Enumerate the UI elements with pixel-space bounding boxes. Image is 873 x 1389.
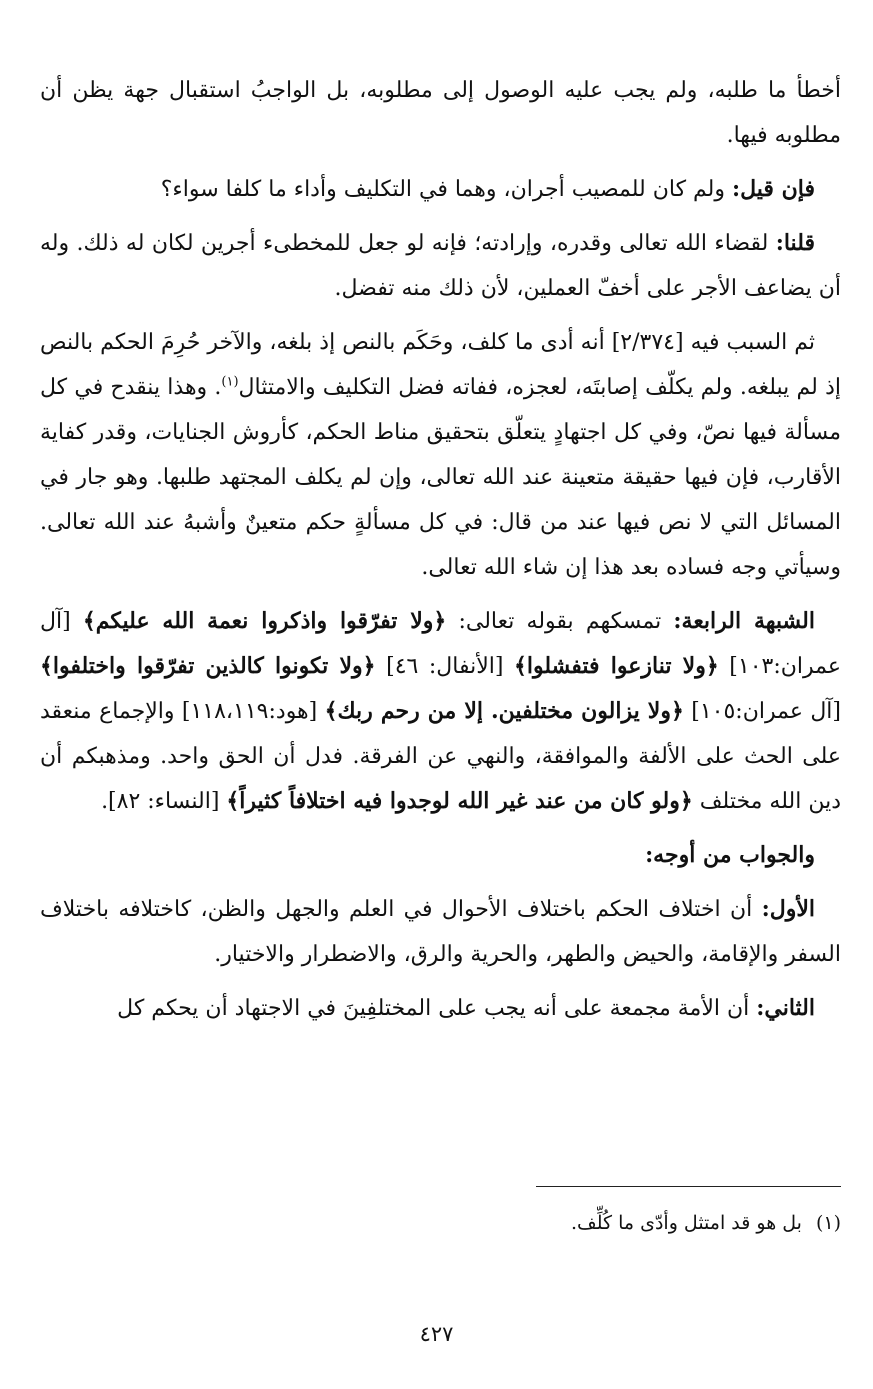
quran-ref-1: [آل عمران:١٠٣] [40,609,841,679]
paragraph-5-text-a: تمسكهم بقوله تعالى: [446,609,674,634]
footnote-reference[interactable]: (١) [221,374,239,390]
paragraph-8-text: أن الأمة مجمعة على أنه يجب على المختلفِينَ في الاجتهاد أن يحكم كل [117,996,757,1021]
quran-ref-2: [الأنفال: ٤٦] [375,654,515,679]
first-point-label: الأول: [761,896,815,922]
footnote [40,1208,841,1238]
quran-ref-3: [آل عمران:١٠٥] [683,699,842,724]
footnote-divider [536,1186,841,1187]
footnote-number: (١) [815,1212,841,1234]
quran-ref-4: [هود:١١٨،١١٩] والإجماع منعقد على الحث على الألفة والموافقة، والنهي عن الفرقة. فدل أن الحق واحد. ومذهبكم أن دين الله مختلف [40,699,841,814]
paragraph-2-text: ولم كان للمصيب أجران، وهما في التكليف وأداء ما كلفا سواء؟ [160,177,733,202]
footnote-text: بل هو قد امتثل وأدّى ما كُلِّف. [571,1212,802,1234]
paragraph-7 [40,887,841,977]
paragraph-2 [40,167,841,212]
paragraph-7-text: أن اختلاف الحكم باختلاف الأحوال في العلم والجهل والظن، كاختلافه باختلاف السفر والإقامة، والحيض والطهر، والحرية والرق، والاضطرار والاختيار. [40,897,841,967]
paragraph-8 [40,986,841,1031]
answer-label: قلنا: [775,230,815,256]
paragraph-5 [40,599,841,824]
question-label: فإن قيل: [732,176,815,202]
quran-quote-4: ﴿ولا يزالون مختلفين. إلا من رحم ربك﴾ [324,698,684,724]
answer-heading: والجواب من أوجه: [645,842,815,868]
quran-quote-1: ﴿ولا تفرّقوا واذكروا نعمة الله عليكم﴾ [82,608,447,634]
paragraph-4-text-b: . وهذا ينقدح في كل مسألة فيها نصّ، وفي كل اجتهادٍ يتعلّق بتحقيق مناط الحكم، كأروش الجنايات، وقدر كفاية الأقارب، فإن فيها حقيقة متعينة عند الله تعالى، وإن لم يكلف المجتهد طلبها. وهو جار في المسائل التي لا نص فيها عند من قال: في كل مسألةٍ حكم متعينٌ وأشبهُ عند الله تعالى. وسيأتي وجه فساده بعد هذا إن شاء الله تعالى. [40,375,841,580]
paragraph-1 [40,68,841,158]
paragraph-3 [40,221,841,311]
quran-quote-2: ﴿ولا تنازعوا فتفشلوا﴾ [514,653,719,679]
paragraph-4-text-a: ثم السبب فيه [٢/٣٧٤] أنه أدى ما كلف، وحَكَم بالنص إذ بلغه، والآخر حُرِمَ الحكم بالنص إذ لم يبلغه. ولم يكلّف إصابتَه، لعجزه، ففاته فضل التكليف والامتثال [40,330,841,400]
paragraph-4 [40,320,841,590]
second-point-label: الثاني: [756,995,815,1021]
quran-ref-5: [النساء: ٨٢]. [101,789,227,814]
fourth-objection-label: الشبهة الرابعة: [673,608,815,634]
paragraph-1-text: أخطأ ما طلبه، ولم يجب عليه الوصول إلى مطلوبه، بل الواجبُ استقبال جهة يظن أن مطلوبه فيها. [40,78,841,148]
page-body [40,68,841,1040]
quran-quote-5: ﴿ولو كان من عند غير الله لوجدوا فيه اختلافاً كثيراً﴾ [226,788,693,814]
page-number: ٤٢٧ [419,1322,454,1346]
paragraph-3-text: لقضاء الله تعالى وقدره، وإرادته؛ فإنه لو جعل للمخطىء أجرين لكان له ذلك. وله أن يضاعف الأجر على أخفّ العملين، لأن ذلك منه تفضل. [40,231,841,301]
quran-quote-3: ﴿ولا تكونوا كالذين تفرّقوا واختلفوا﴾ [40,653,376,679]
